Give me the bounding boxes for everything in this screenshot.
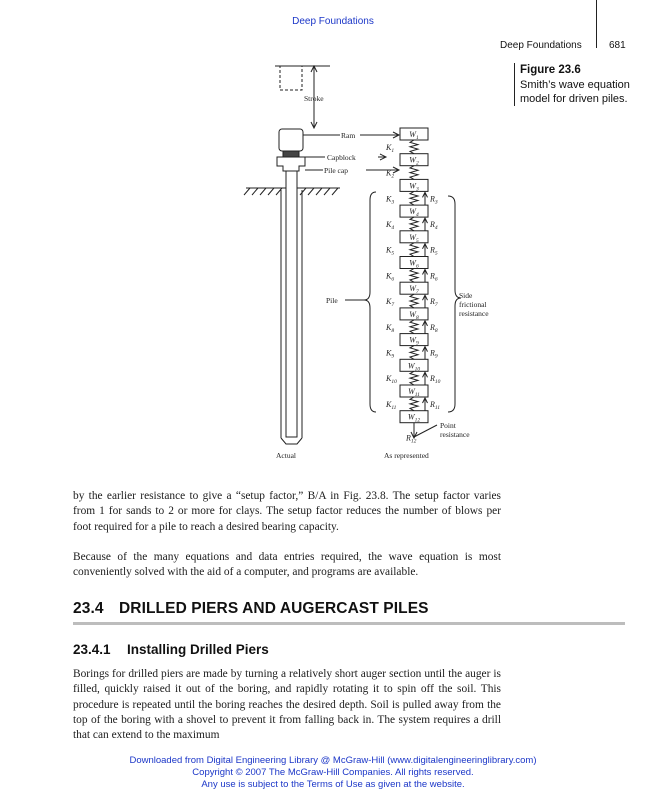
subsection-title: Installing Drilled Piers [127, 642, 269, 657]
ram-upper-position [280, 66, 302, 90]
side-resistance-label-2: frictional [459, 300, 487, 309]
paragraph-computer: Because of the many equations and data entries required, the wave equation is most conveniently solved with the aid of a computer, and programs are available. [73, 551, 501, 579]
resistance-label: $R_3$ [430, 194, 438, 206]
pile-shaft [286, 171, 297, 437]
weight-label: $W_{10}$ [407, 361, 421, 373]
point-resistance-label-1: Point [440, 421, 456, 430]
paragraph-drilled-piers: Borings for drilled piers are made by turning a relatively short auger section until the auger is filled, quickly raised it out of the boring, and rapidly rotating it to spin off the soil. This procedure is repeated until the boring reaches the desired depth. Soil is pulled away from the top of the boring with a shovel to prevent it from falling back in. The system requires a drill that can extend to the maximum [73, 668, 501, 742]
spring-label: $K_8$ [386, 322, 395, 334]
spring-label: $K_7$ [386, 297, 395, 309]
side-resistance-label-1: Side [459, 291, 473, 300]
section-number: 23.4 [73, 600, 104, 617]
actual-label: Actual [276, 451, 296, 460]
capblock-label: Capblock [327, 153, 356, 162]
resistance-label: $R_{11}$ [430, 399, 440, 411]
weight-label: $W_3$ [409, 181, 419, 193]
resistance-label: $R_{10}$ [430, 374, 441, 386]
resistance-label: $R_9$ [430, 348, 438, 360]
spring [410, 191, 418, 205]
footer-copyright: Copyright © 2007 The McGraw-Hill Companies. All rights reserved. [192, 767, 474, 778]
book-title: Deep Foundations [292, 16, 374, 27]
resistance-label: $R_5$ [430, 245, 438, 257]
spring [410, 371, 418, 385]
weight-label: $W_4$ [409, 207, 419, 219]
subsection-number: 23.4.1 [73, 642, 111, 657]
weight-label: $W_9$ [409, 335, 419, 347]
spring [410, 217, 418, 231]
weight-label: $W_1$ [409, 130, 419, 141]
weight-label: $W_8$ [409, 309, 419, 321]
weight-label: $W_7$ [409, 284, 419, 296]
spring [410, 294, 418, 308]
spring-label: $K_4$ [386, 219, 395, 231]
spring [410, 166, 418, 180]
spring [410, 320, 418, 334]
weight-label: $W_{12}$ [407, 412, 421, 424]
pile-cap-label: Pile cap [324, 166, 348, 175]
spring-label: $K_2$ [386, 168, 395, 180]
footer-terms: Any use is subject to the Terms of Use as given at the website. [201, 779, 465, 790]
stroke-label: Stroke [304, 94, 324, 103]
spring-label: $K_9$ [386, 348, 395, 360]
section-rule [73, 622, 625, 625]
ram-block [279, 129, 303, 151]
side-resistance-label-3: resistance [459, 309, 489, 318]
section-heading [73, 600, 625, 618]
paragraph-setup-factor: by the earlier resistance to give a “setup factor,” B/A in Fig. 23.8. The setup factor varies from 1 for sands to 2 or more for clays. The setup factor reduces the number of blows per foot required for a pile to reach a desired bearing capacity. [73, 490, 501, 533]
pile-brace [364, 192, 376, 412]
spring-label: $K_6$ [386, 271, 395, 283]
capblock-block [283, 151, 299, 157]
pile-tip [281, 438, 302, 444]
pile-label: Pile [326, 296, 338, 305]
resistance-label: $R_6$ [430, 271, 438, 283]
resistance-label: $R_8$ [430, 322, 438, 334]
spring-label: $K_1$ [386, 142, 395, 154]
footer-download: Downloaded from Digital Engineering Library @ McGraw-Hill (www.digitalengineeringlibrary.com) [129, 755, 537, 766]
point-resistance-label-2: resistance [440, 430, 470, 439]
resistance-label: $R_4$ [430, 219, 438, 231]
weight-label: $W_5$ [409, 232, 419, 244]
as-represented-label: As represented [384, 451, 429, 460]
section-title: DRILLED PIERS AND AUGERCAST PILES [119, 600, 429, 617]
figure-caption-text: Smith’s wave equation model for driven piles. [520, 79, 630, 105]
resistance-label: $R_7$ [430, 297, 438, 309]
ram-label: Ram [341, 131, 356, 140]
spring [410, 346, 418, 360]
pile-cap-block [277, 157, 305, 171]
running-title: Deep Foundations [500, 40, 582, 51]
point-resistance-leader [414, 425, 437, 437]
weight-label: $W_{11}$ [408, 387, 420, 398]
spring [410, 269, 418, 283]
spring-label: $K_5$ [386, 245, 395, 257]
page-number: 681 [609, 40, 626, 51]
spring-label: $K_{10}$ [386, 374, 397, 386]
weight-label: $W_2$ [409, 155, 419, 167]
spring-label: $K_3$ [386, 194, 395, 206]
weight-label: $W_6$ [409, 258, 419, 270]
figure-label: Figure 23.6 [520, 64, 581, 76]
spring [410, 243, 418, 257]
point-resistance-r-label: $R_{12}$ [406, 433, 417, 445]
spring-label: $K_{11}$ [386, 399, 397, 411]
subsection-heading [73, 642, 269, 657]
spring [410, 397, 418, 411]
spring [410, 140, 418, 154]
